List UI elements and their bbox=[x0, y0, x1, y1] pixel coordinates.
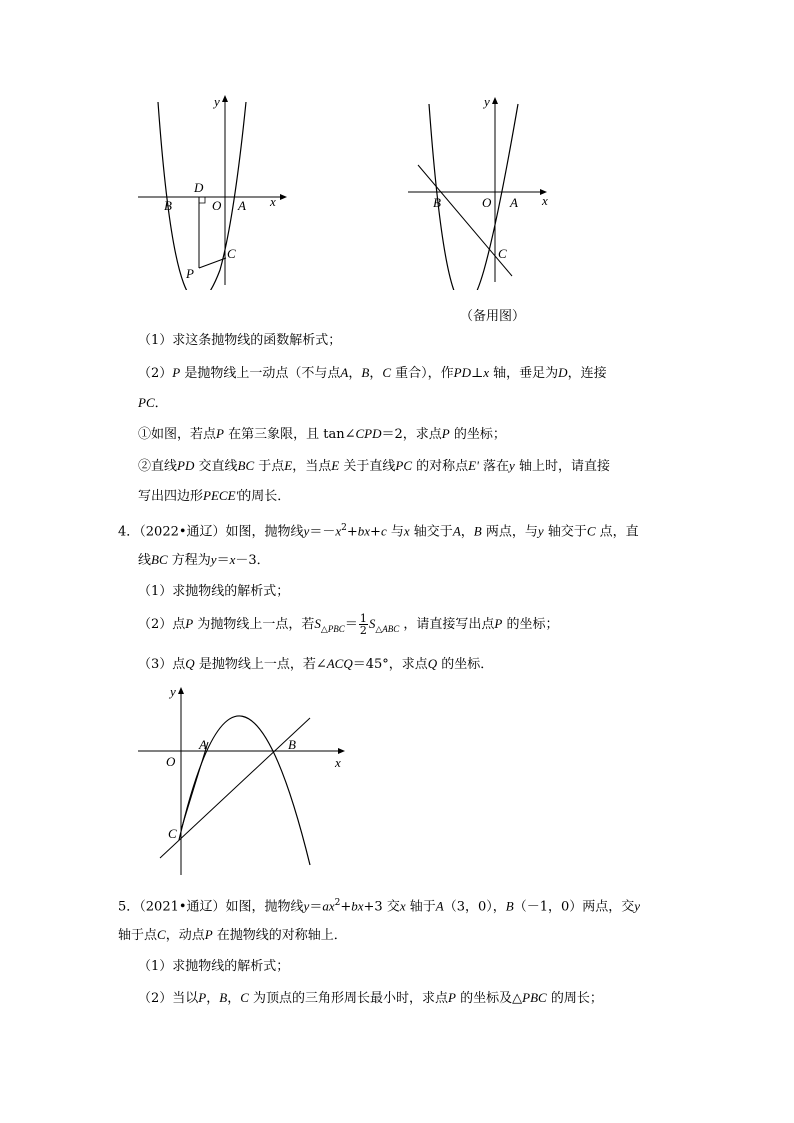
q4-part1: （1）求抛物线的解析式； bbox=[138, 584, 290, 599]
y-axis-arrow bbox=[492, 97, 498, 104]
text: 5．（2021•通辽）如图，抛物线 bbox=[118, 899, 304, 915]
q3-part2: （2）P 是抛物线上一动点（不与点A，B，C 重合），作PD⊥x 轴，垂足为D，连接 bbox=[138, 365, 607, 381]
text: 在第三象限，且 tan∠ bbox=[228, 427, 356, 442]
text: （2）当以 bbox=[138, 991, 199, 1006]
label-O: O bbox=[166, 754, 176, 769]
figure-2 bbox=[400, 90, 560, 290]
text: + bbox=[370, 524, 381, 540]
q3-sub2-cont: 写出四边形PECE'的周长． bbox=[138, 488, 291, 504]
figure-1-svg bbox=[130, 90, 290, 290]
text: 方程为 bbox=[171, 553, 211, 568]
label-O: O bbox=[482, 195, 492, 210]
text: 交直线 bbox=[198, 459, 238, 474]
label-C: C bbox=[498, 246, 507, 261]
text: （3，0）， bbox=[443, 899, 506, 915]
text: 与 bbox=[390, 524, 404, 540]
q4-stem: 4．（2022•通辽）如图，抛物线$y=-x^2+bx+c$ 与x 轴交于A，B 两点，与y 轴交于C 点，直 bbox=[118, 523, 639, 540]
label-y: y bbox=[484, 94, 490, 109]
parabola bbox=[158, 102, 246, 290]
q4-stem-cont: 线BC 方程为y＝x－3． bbox=[138, 552, 270, 568]
figure-3-svg bbox=[130, 680, 360, 880]
q3-part2-cont: PC． bbox=[138, 395, 168, 411]
text: 轴上时，请直接 bbox=[518, 459, 610, 474]
figure-1 bbox=[130, 90, 290, 290]
label-B: B bbox=[288, 737, 296, 752]
label-x: x bbox=[542, 193, 548, 208]
right-angle-mark bbox=[199, 197, 205, 203]
q3-sub1: ①如图，若点P 在第三象限，且 tan∠CPD＝2，求点P 的坐标； bbox=[138, 426, 506, 442]
text: ． bbox=[154, 396, 168, 411]
text: ，请直接写出点 bbox=[403, 617, 495, 632]
text: ，连接 bbox=[567, 366, 607, 381]
q5-stem-cont: 轴于点C，动点P 在抛物线的对称轴上． bbox=[118, 927, 347, 943]
text: 关于直线 bbox=[343, 459, 396, 474]
label-A: A bbox=[238, 198, 246, 213]
text: +3 交 bbox=[363, 899, 400, 915]
text: ＝－ bbox=[309, 524, 336, 540]
text: 轴交于 bbox=[413, 524, 453, 540]
text: 点，直 bbox=[599, 524, 639, 540]
text: 线 bbox=[138, 553, 152, 568]
text: 的坐标． bbox=[441, 657, 494, 672]
text: ＝2，求点 bbox=[381, 427, 442, 442]
label-A: A bbox=[510, 195, 518, 210]
y-axis-arrow bbox=[222, 95, 228, 102]
x-axis-arrow bbox=[280, 194, 287, 200]
label-y: y bbox=[170, 684, 176, 699]
text: + bbox=[346, 524, 358, 540]
text: 的周长． bbox=[238, 489, 291, 504]
text: （3）点 bbox=[138, 657, 186, 672]
q5-stem: 5．（2021•通辽）如图，抛物线$y=ax^2+bx+3$ 交x 轴于A（3，0），B（－1，0）两点，交y bbox=[118, 898, 641, 915]
q3-part1: （1）求这条抛物线的函数解析式； bbox=[138, 333, 342, 348]
text: 重合），作 bbox=[395, 366, 454, 381]
text: ，当点 bbox=[292, 459, 332, 474]
x-axis-arrow bbox=[338, 748, 345, 754]
q5-part1: （1）求抛物线的解析式； bbox=[138, 959, 290, 974]
text: 为顶点的三角形周长最小时，求点 bbox=[253, 991, 449, 1006]
figure-2-svg bbox=[400, 90, 560, 290]
text: （2） bbox=[138, 366, 173, 381]
q4-part3: （3）点Q 是抛物线上一点，若∠ACQ＝45°，求点Q 的坐标． bbox=[138, 656, 494, 672]
label-B: B bbox=[164, 198, 172, 213]
label-B: B bbox=[433, 195, 441, 210]
parabola bbox=[429, 104, 518, 290]
text: 为抛物线上一点，若 bbox=[197, 617, 315, 632]
label-y: y bbox=[214, 94, 220, 109]
label-P: P bbox=[186, 266, 194, 281]
label-A: A bbox=[199, 737, 207, 752]
label-D: D bbox=[194, 180, 204, 195]
text: 的坐标及△ bbox=[460, 991, 523, 1006]
text: 的对称点 bbox=[416, 459, 469, 474]
text: －3． bbox=[235, 553, 270, 568]
text: ②直线 bbox=[138, 459, 178, 474]
figure-2-caption: （备用图） bbox=[460, 309, 526, 324]
text: 在抛物线的对称轴上． bbox=[216, 928, 347, 943]
text: 的周长； bbox=[550, 991, 603, 1006]
q3-sub2: ②直线PD 交直线BC 于点E，当点E 关于直线PC 的对称点E' 落在y 轴上时，请直接 bbox=[138, 458, 610, 474]
text: ＝ bbox=[309, 899, 323, 915]
label-C: C bbox=[168, 826, 177, 841]
text: ，动点 bbox=[165, 928, 205, 943]
text: 落在 bbox=[483, 459, 510, 474]
text: 4．（2022•通辽）如图，抛物线 bbox=[118, 524, 304, 540]
figure-3 bbox=[130, 680, 360, 880]
text: （2）点 bbox=[138, 617, 186, 632]
text: 轴于点 bbox=[118, 928, 158, 943]
text: 于点 bbox=[258, 459, 285, 474]
label-x: x bbox=[270, 194, 276, 209]
text: 的坐标； bbox=[506, 617, 559, 632]
text: 两点，与 bbox=[485, 524, 538, 540]
y-axis-arrow bbox=[178, 687, 184, 694]
text: 是抛物线上一点，若∠ bbox=[198, 657, 327, 672]
text: （－1，0）两点，交 bbox=[513, 899, 635, 915]
label-O: O bbox=[212, 198, 222, 213]
q5-part2: （2）当以P，B，C 为顶点的三角形周长最小时，求点P 的坐标及△PBC 的周长； bbox=[138, 990, 603, 1006]
text: 轴交于 bbox=[547, 524, 587, 540]
fraction: $\frac{1}{2}$ bbox=[359, 612, 367, 637]
text: 轴于 bbox=[409, 899, 436, 915]
label-C: C bbox=[227, 246, 236, 261]
text: 写出四边形 bbox=[138, 489, 204, 504]
text: 的坐标； bbox=[453, 427, 506, 442]
text: 轴，垂足为 bbox=[493, 366, 559, 381]
q4-part2: （2）点P 为抛物线上一点，若$S_{\triangle PBC}=$ $\frac{1}{2}$ $S_{\triangle ABC}$ ，请直接写出点P 的坐标； bbox=[138, 612, 559, 637]
text: ①如图，若点 bbox=[138, 427, 217, 442]
text: ＝45°，求点 bbox=[352, 657, 428, 672]
text: 是抛物线上一动点（不与点 bbox=[184, 366, 341, 381]
label-x: x bbox=[335, 755, 341, 770]
